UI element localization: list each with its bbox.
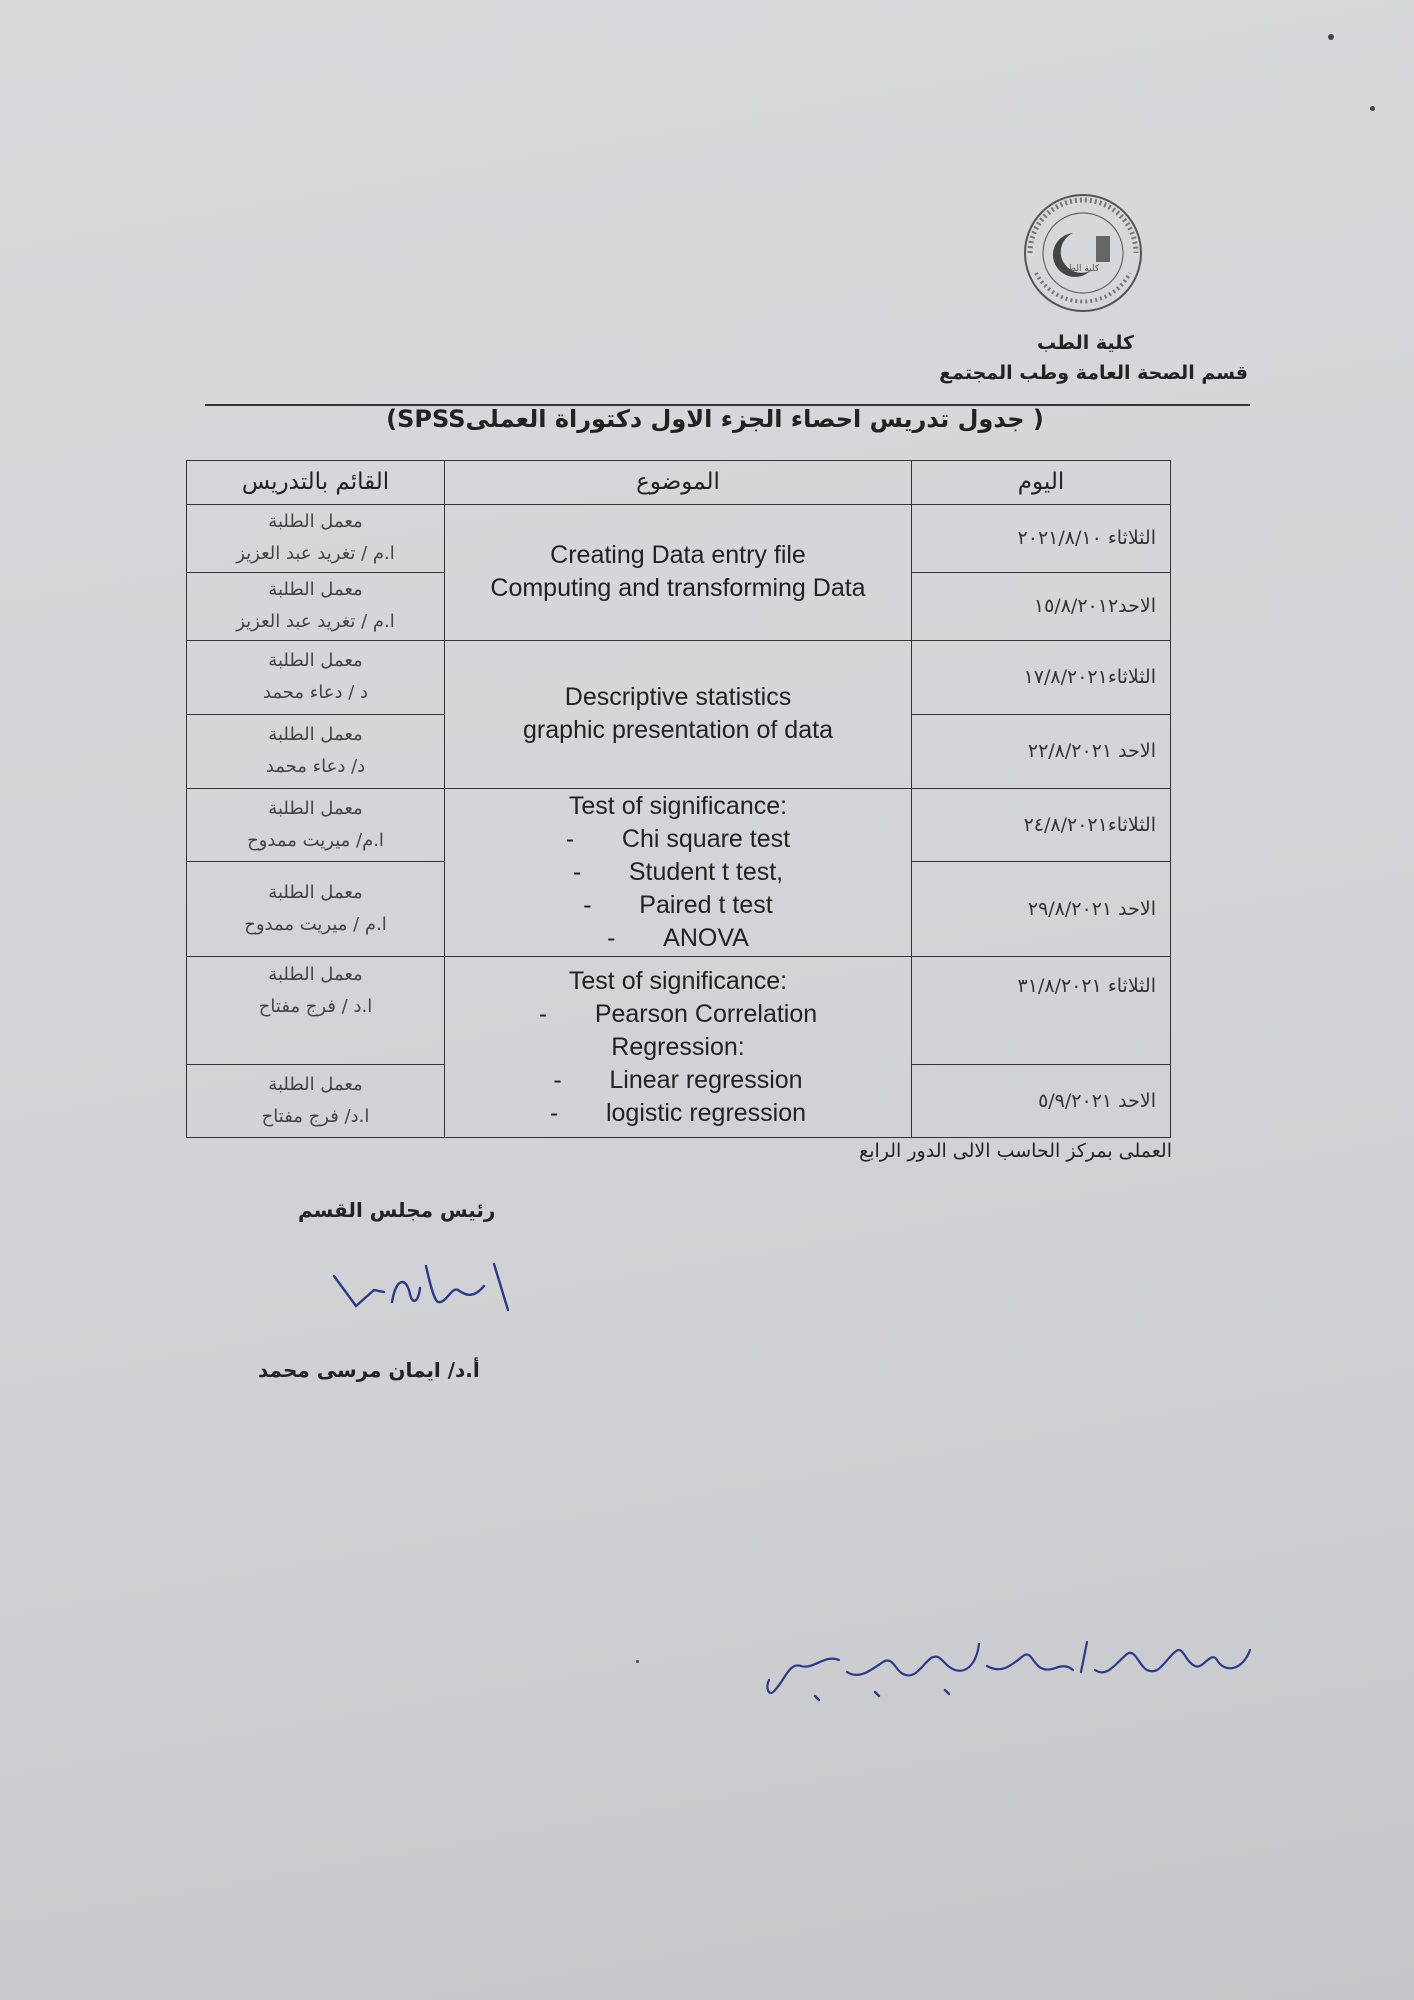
- header-day: اليوم: [912, 461, 1171, 505]
- table-row: [187, 957, 1171, 1065]
- instructor-name: ا.م/ ميريت ممدوح: [247, 829, 384, 851]
- instructor-name: د/ دعاء محمد: [265, 756, 366, 778]
- instructor-name: ا.م / تغريد عبد العزيز: [236, 611, 395, 633]
- scan-speck: [1370, 106, 1375, 111]
- topic-list-item: - Chi square test: [565, 825, 791, 854]
- topic-cell: [445, 788, 912, 956]
- table-row: [187, 788, 1171, 861]
- faculty-name: كلية الطب: [1037, 332, 1134, 354]
- instructor-cell: [187, 504, 445, 572]
- instructor-name: ا.د/ فرج مفتاح: [261, 1105, 370, 1127]
- instructor-cell: [187, 788, 445, 861]
- instructor-name: د / دعاء محمد: [262, 682, 369, 704]
- topic-list-item: - Student t test,: [572, 858, 784, 887]
- schedule-table: [186, 460, 1171, 1138]
- lab-label: معمل الطلبة: [268, 511, 363, 533]
- technology-unit-handwriting: [755, 1630, 1265, 1710]
- lab-label: معمل الطلبة: [268, 964, 363, 986]
- header-topic: الموضوع: [445, 461, 912, 505]
- topic-cell: [445, 957, 912, 1138]
- day-cell: الاحد ٢٩/٨/٢٠٢١: [912, 861, 1171, 956]
- faculty-seal-logo: [1018, 188, 1148, 318]
- topic-cell: [445, 504, 912, 640]
- topic-line: graphic presentation of data: [523, 716, 833, 745]
- instructor-cell: [187, 1064, 445, 1137]
- instructor-name: ا.م / ميريت ممدوح: [244, 914, 387, 936]
- instructor-name: ا.م / تغريد عبد العزيز: [236, 543, 395, 565]
- day-cell: الاحد ٢٢/٨/٢٠٢١: [912, 714, 1171, 788]
- chair-title: رئيس مجلس القسم: [298, 1198, 496, 1222]
- lab-label: معمل الطلبة: [268, 579, 363, 601]
- day-cell: الاحد١٥/٨/٢٠١٢: [912, 572, 1171, 640]
- day-cell: الثلاثاء ٢٠٢١/٨/١٠: [912, 504, 1171, 572]
- lab-label: معمل الطلبة: [268, 797, 363, 819]
- lab-label: معمل الطلبة: [268, 882, 363, 904]
- table-row: [187, 640, 1171, 714]
- topic-line: Creating Data entry file: [550, 541, 806, 570]
- instructor-cell: [187, 861, 445, 956]
- schedule-title: ( جدول تدريس احصاء الجزء الاول دكتوراة العملىSPSS): [386, 405, 1044, 433]
- topic-list-item: - Linear regression: [553, 1065, 803, 1094]
- instructor-cell: [187, 640, 445, 714]
- lab-label: معمل الطلبة: [268, 650, 363, 672]
- topic-subheading: Regression:: [611, 1032, 745, 1061]
- chair-signature: [326, 1256, 516, 1318]
- lab-location-note: العملى بمركز الحاسب الالى الدور الرابع: [859, 1140, 1172, 1162]
- instructor-cell: [187, 714, 445, 788]
- topic-cell: [445, 640, 912, 788]
- topic-heading: Test of significance:: [568, 966, 788, 995]
- lab-label: معمل الطلبة: [268, 724, 363, 746]
- day-cell: الثلاثاء ٣١/٨/٢٠٢١: [912, 957, 1171, 1065]
- scan-speck: [1328, 34, 1334, 40]
- table-row: [187, 504, 1171, 572]
- header-instructor: القائم بالتدريس: [187, 461, 445, 505]
- instructor-cell: [187, 572, 445, 640]
- topic-list-item: - Pearson Correlation: [538, 999, 818, 1028]
- topic-list-item: - Paired t test: [583, 891, 773, 920]
- instructor-cell: [187, 957, 445, 1065]
- instructor-name: ا.د / فرج مفتاح: [258, 996, 373, 1018]
- topic-heading: Test of significance:: [568, 792, 788, 821]
- day-cell: الثلاثاء٢٤/٨/٢٠٢١: [912, 788, 1171, 861]
- topic-line: Computing and transforming Data: [490, 574, 866, 603]
- day-cell: الاحد ٥/٩/٢٠٢١: [912, 1064, 1171, 1137]
- topic-line: Descriptive statistics: [564, 683, 792, 712]
- department-name: قسم الصحة العامة وطب المجتمع: [939, 362, 1248, 384]
- scan-speck: [636, 1660, 639, 1663]
- topic-list-item: - ANOVA: [607, 924, 749, 953]
- lab-label: معمل الطلبة: [268, 1073, 363, 1095]
- day-cell: الثلاثاء١٧/٨/٢٠٢١: [912, 640, 1171, 714]
- topic-list-item: - logistic regression: [549, 1098, 807, 1127]
- chair-name: أ.د/ ايمان مرسى محمد: [258, 1358, 480, 1382]
- seal-text: كلية الطب: [1060, 264, 1100, 274]
- table-header-row: [187, 461, 1171, 505]
